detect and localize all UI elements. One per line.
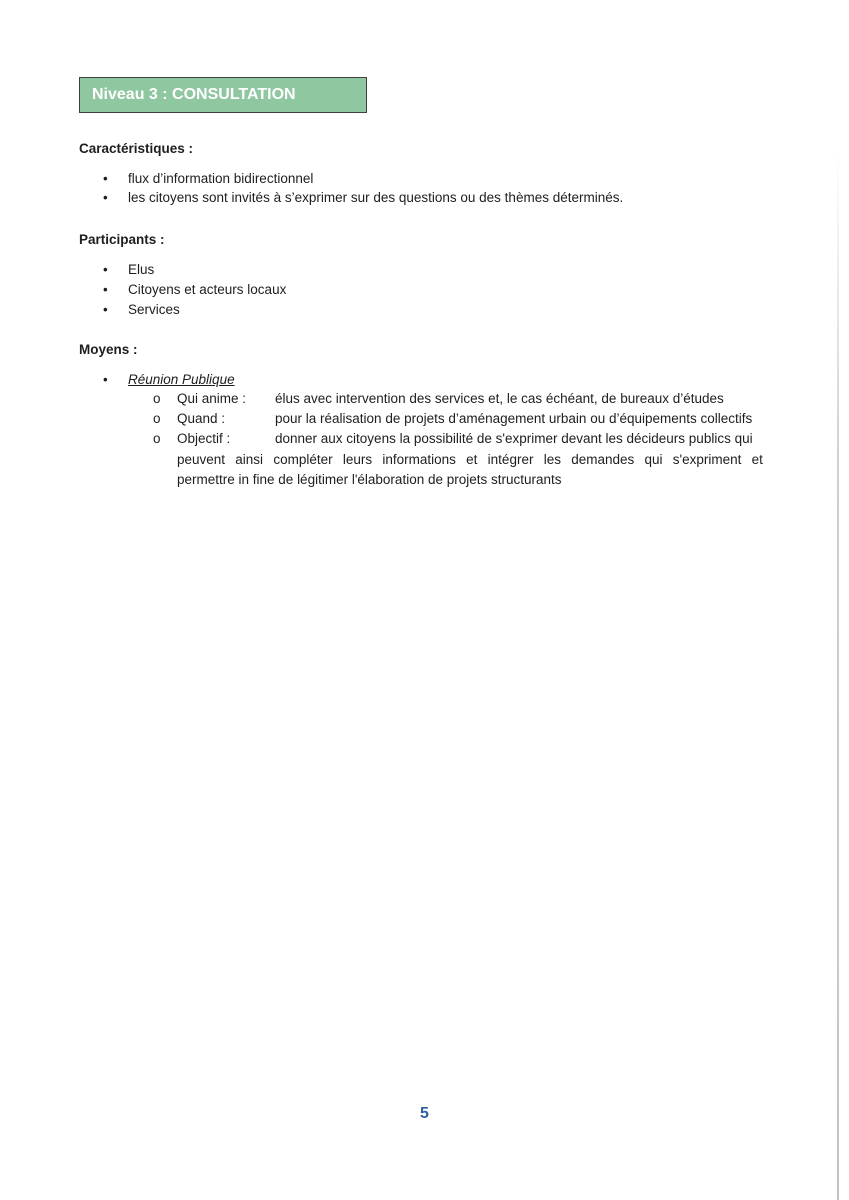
word: compléter <box>273 452 333 467</box>
participants-item-text: Citoyens et acteurs locaux <box>128 282 287 297</box>
word: s'expriment <box>672 452 742 467</box>
detail-label: Objectif : <box>177 431 231 446</box>
word: demandes <box>571 452 635 467</box>
word: ainsi <box>235 452 264 467</box>
word: les <box>543 452 561 467</box>
word: qui <box>644 452 663 467</box>
bullet-icon: • <box>103 302 108 317</box>
bullet-icon: • <box>103 171 108 186</box>
caracteristiques-item-text: flux d’information bidirectionnel <box>128 171 314 186</box>
objectif-continuation <box>177 450 763 490</box>
circle-bullet-icon: o <box>153 391 161 406</box>
circle-bullet-icon: o <box>153 411 161 426</box>
word: intégrer <box>487 452 534 467</box>
detail-label: Quand : <box>177 411 226 426</box>
word: peuvent <box>177 452 226 467</box>
participants-heading: Participants : <box>79 232 165 247</box>
section-title: Niveau 3 : CONSULTATION <box>92 86 296 103</box>
detail-value: pour la réalisation de projets d’aménagement urbain ou d’équipements collectifs <box>275 411 753 426</box>
moyens-heading: Moyens : <box>79 342 138 357</box>
circle-bullet-icon: o <box>153 431 161 446</box>
participants-item-text: Elus <box>128 262 155 277</box>
detail-value: élus avec intervention des services et, le cas échéant, de bureaux d’études <box>275 391 724 406</box>
bullet-icon: • <box>103 282 108 297</box>
word: et <box>751 452 763 467</box>
word: informations <box>382 452 456 467</box>
caracteristiques-item-text: les citoyens sont invités à s’exprimer sur des questions ou des thèmes déterminés. <box>128 190 624 205</box>
moyens-item-title: Réunion Publique <box>128 372 235 387</box>
objectif-continuation-line: permettre in fine de légitimer l'élaboration de projets structurants <box>177 472 562 487</box>
word: et <box>466 452 478 467</box>
bullet-icon: • <box>103 372 108 387</box>
bullet-icon: • <box>103 262 108 277</box>
objectif-continuation-line <box>177 450 763 470</box>
page-number: 5 <box>420 1105 429 1122</box>
page-edge-shadow <box>837 150 839 1200</box>
participants-item-text: Services <box>128 302 180 317</box>
caracteristiques-heading: Caractéristiques : <box>79 141 194 156</box>
section-title-box <box>79 77 367 113</box>
bullet-icon: • <box>103 190 108 205</box>
detail-value: donner aux citoyens la possibilité de s'exprimer devant les décideurs publics qui <box>275 431 753 446</box>
detail-label: Qui anime : <box>177 391 247 406</box>
word: leurs <box>342 452 373 467</box>
